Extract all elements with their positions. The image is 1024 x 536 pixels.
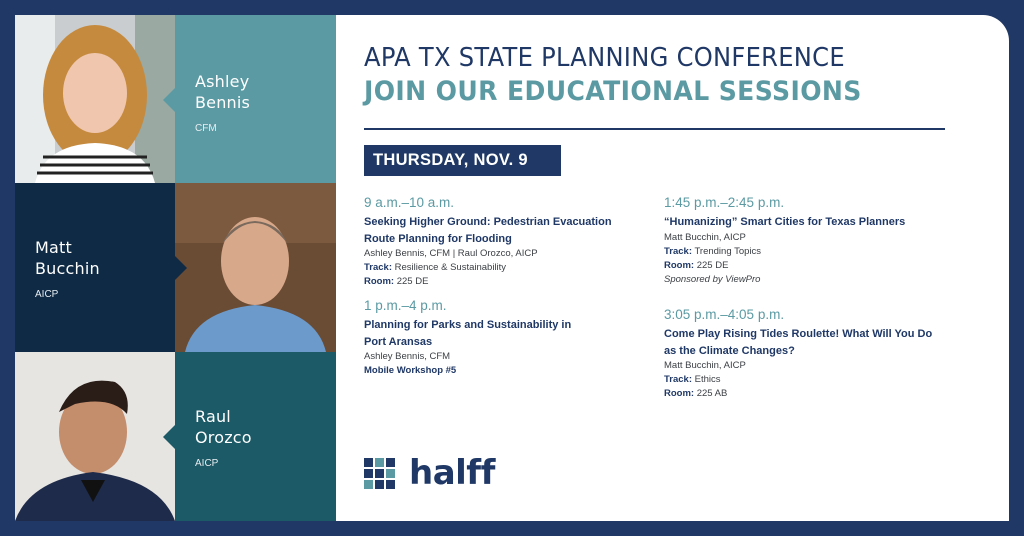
speaker-panel-ashley (175, 15, 336, 183)
pointer-arrow (175, 256, 187, 280)
session-item (664, 306, 939, 401)
session-presenters: Matt Bucchin, AICP (664, 360, 746, 371)
session-item (364, 297, 584, 378)
promo-frame (15, 15, 1009, 521)
speaker-first-name: Matt (35, 238, 72, 257)
session-room: Room: 225 DE (364, 276, 429, 287)
session-presenters: Matt Bucchin, AICP (664, 231, 746, 243)
speaker-credential: CFM (195, 123, 217, 134)
speaker-first-name: Raul (195, 407, 231, 426)
session-sponsor: Sponsored by ViewPro (664, 273, 761, 285)
session-item (664, 194, 939, 287)
session-presenters: Ashley Bennis, CFM (364, 351, 451, 362)
session-title: Planning for Parks and Sustainability in Port Aransas (364, 319, 572, 348)
speaker-credential: AICP (35, 289, 59, 300)
grid-logo-icon (364, 458, 395, 489)
divider (364, 128, 945, 130)
session-room: Room: 225 AB (664, 388, 728, 399)
speaker-last-name: Orozco (195, 428, 252, 447)
pointer-arrow (163, 425, 175, 449)
speaker-panel-raul (175, 352, 336, 521)
session-track: Track: Resilience & Sustainability (364, 262, 507, 273)
session-presenters: Ashley Bennis, CFM | Raul Orozco, AICP (364, 248, 538, 259)
conference-title: APA TX STATE PLANNING CONFERENCE (364, 43, 845, 73)
session-time: 1 p.m.–4 p.m. (364, 298, 447, 313)
speaker-photo-matt (175, 183, 336, 352)
session-time: 9 a.m.–10 a.m. (364, 195, 455, 210)
day-badge: THURSDAY, NOV. 9 (364, 145, 561, 176)
pointer-arrow (163, 88, 175, 112)
session-title: Seeking Higher Ground: Pedestrian Evacuation Route Planning for Flooding (364, 216, 612, 245)
session-title: “Humanizing” Smart Cities for Texas Planners (664, 216, 906, 228)
speaker-photo-raul (15, 352, 175, 521)
session-room: Room: 225 DE (664, 259, 729, 271)
speaker-last-name: Bucchin (35, 259, 100, 278)
speaker-panel-matt (15, 183, 175, 352)
sessions-panel (336, 15, 1009, 521)
session-track: Track: Ethics (664, 374, 721, 385)
speaker-photo-ashley (15, 15, 175, 183)
session-workshop: Mobile Workshop #5 (364, 365, 457, 376)
speaker-credential: AICP (195, 458, 219, 469)
speaker-first-name: Ashley (195, 72, 250, 91)
halff-logo (364, 453, 495, 493)
sessions-heading: JOIN OUR EDUCATIONAL SESSIONS (364, 76, 862, 107)
session-title: Come Play Rising Tides Roulette! What Will You Do as the Climate Changes? (664, 328, 933, 357)
session-track: Track: Trending Topics (664, 245, 762, 257)
logo-wordmark: halff (409, 453, 495, 493)
session-time: 1:45 p.m.–2:45 p.m. (664, 195, 785, 210)
session-item (364, 194, 639, 289)
session-time: 3:05 p.m.–4:05 p.m. (664, 307, 785, 322)
speaker-last-name: Bennis (195, 93, 251, 112)
